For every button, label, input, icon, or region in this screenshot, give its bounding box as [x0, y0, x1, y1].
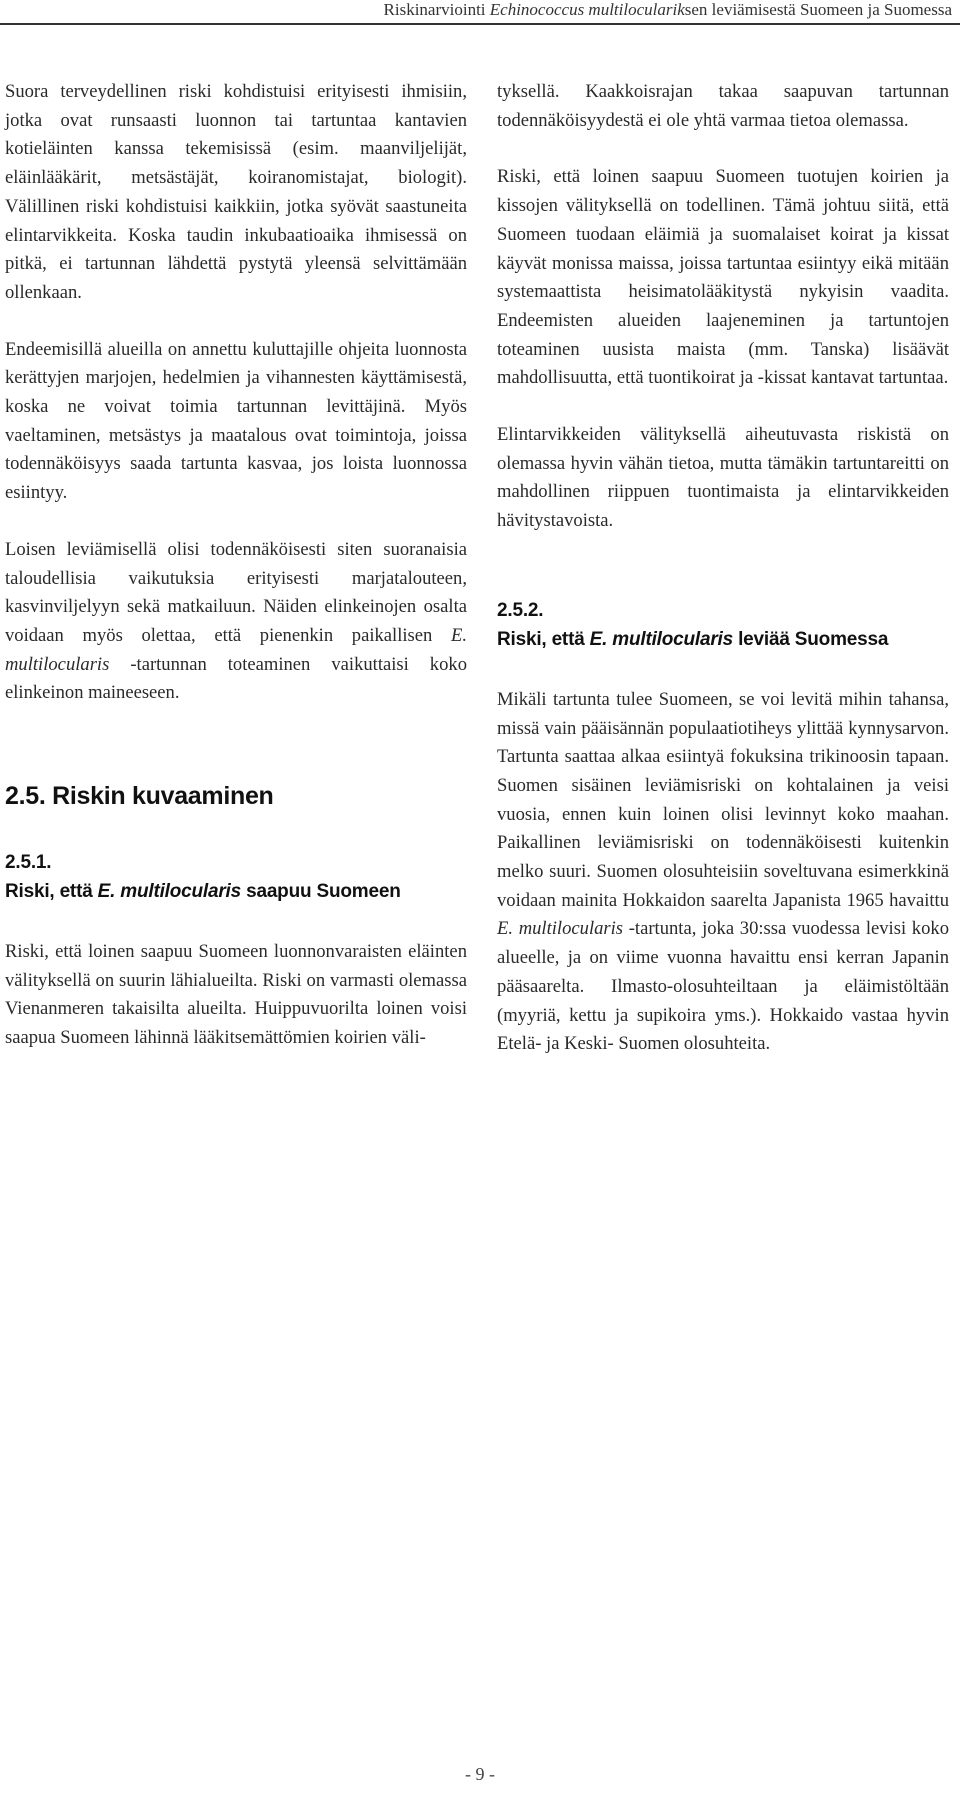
left-column — [5, 78, 467, 1053]
running-header-prefix: Riskinarviointi — [383, 0, 490, 19]
species-name: E. multilocularis — [497, 918, 624, 940]
paragraph: Loisen leviämisellä olisi todennäköisesti siten suoranaisia taloudellisia vaikutuksia erityisesti marjatalouteen, kasvinviljelyyn sekä matkailuun. Näiden elinkeinojen osalta voidaan myös olettaa, että pienenkin paikallisen E. multilocularis -tartunnan toteaminen vaikuttaisi koko elinkeinon maineeseen. — [5, 538, 467, 704]
paragraph: Mikäli tartunta tulee Suomeen, se voi levitä mihin tahansa, missä vain pääisännän populaatiotiheys ylittää kynnysarvon. Tartunta saattaa alkaa esiintyä fokuksina trikinoosin tapaan. Suomen sisäinen leviämisriski on kohtalainen ja veisi vuosia, ennen kuin loinen olisi levinnyt koko maahan. Paikallinen leviämisriski on todennäköisesti kuitenkin melko suuri. Suomen olosuhteisiin soveltuvana esimerkkinä voidaan mainita Hokkaidon saarelta Japanista 1965 havaittu E. multilocularis -tartunta, joka 30:ssa vuodessa levisi koko alueelle, ja on viime vuonna havaittu ensi kerran Japanin pääsaarelta. Ilmasto-olosuhteiltaan ja eläimistöltään (myyriä, kettu ja supikoira yms.). Hokkaido vastaa hyvin Etelä- ja Keski- Suomen olosuhteita. — [497, 688, 949, 1055]
species-name: E. multilocularis — [5, 624, 467, 675]
subsection-heading: Riski, että E. multilocularis saapuu Suomeen — [5, 881, 401, 903]
right-column — [497, 78, 949, 1059]
subsection-heading: Riski, että E. multilocularis leviää Suomessa — [497, 628, 889, 650]
subsection-number: 2.5.1. — [5, 852, 52, 874]
paragraph: Riski, että loinen saapuu Suomeen luonnonvaraisten eläinten välityksellä on suurin lähialueilta. Riski on varmasti olemassa Vienanmeren takaisilta alueilta. Huippuvuorilta loinen voisi saapua Suomeen lähinnä lääkitsemättömien koirien väli- — [5, 941, 467, 1049]
subsection-number: 2.5.2. — [497, 599, 544, 621]
running-header-title — [384, 0, 952, 20]
paragraph: Riski, että loinen saapuu Suomeen tuotujen koirien ja kissojen välityksellä on todellinen. Tämä johtuu siitä, että Suomeen tuodaan eläimiä ja suomalaiset koirat ja kissat käyvät monissa maissa, joissa tartuntaa esiintyy eikä mitään systemaattista heisimatolääkitystä nykyisin vaadita. Endeemisten alueiden laajeneminen ja tartuntojen toteaminen uusista maista (mm. Tanska) lisäävät mahdollisuutta, että tuontikoirat ja -kissat kantavat tartuntaa. — [497, 166, 949, 389]
page-number: - 9 - — [465, 1764, 495, 1784]
paragraph: Endeemisillä alueilla on annettu kuluttajille ohjeita luonnosta kerättyjen marjojen, hedelmien ja vihannesten käyttämisestä, koska ne voivat toimia tartunnan levittäjinä. Myös vaeltaminen, metsästys ja maatalous ovat toimintoja, joissa todennäköisyys saada tartunta kasvaa, jos loista luonnossa esiintyy. — [5, 338, 467, 504]
paragraph: Elintarvikkeiden välityksellä aiheutuvasta riskistä on olemassa hyvin vähän tietoa, mutta tämäkin tartuntareitti on mahdollinen riippuen tuontimaista ja elintarvikkeiden hävitystavoista. — [497, 424, 949, 532]
paragraph: Suora terveydellinen riski kohdistuisi erityisesti ihmisiin, jotka ovat runsaasti luonnon tai tartuntaa kantavien kotieläinten kanssa tekemisissä (esim. maanviljelijät, eläinlääkärit, metsästäjät, koiranomistajat, biologit). Välillinen riski kohdistuisi kaikkiin, jotka syövät saastuneita elintarvikkeita. Koska taudin inkubaatioaika ihmisessä on pitkä, ei tartunnan lähdettä pystytä yleensä selvittämään ollenkaan. — [5, 81, 467, 303]
paragraph: tyksellä. Kaakkoisrajan takaa saapuvan tartunnan todennäköisyydestä ei ole yhtä varmaa tietoa olemassa. — [497, 81, 949, 131]
running-header — [0, 0, 960, 25]
section-heading: 2.5. Riskin kuvaaminen — [5, 782, 274, 811]
running-header-suffix: sen leviämisestä Suomeen ja Suomessa — [684, 0, 952, 19]
running-header-species: Echinococcus multilocularik — [489, 0, 685, 19]
